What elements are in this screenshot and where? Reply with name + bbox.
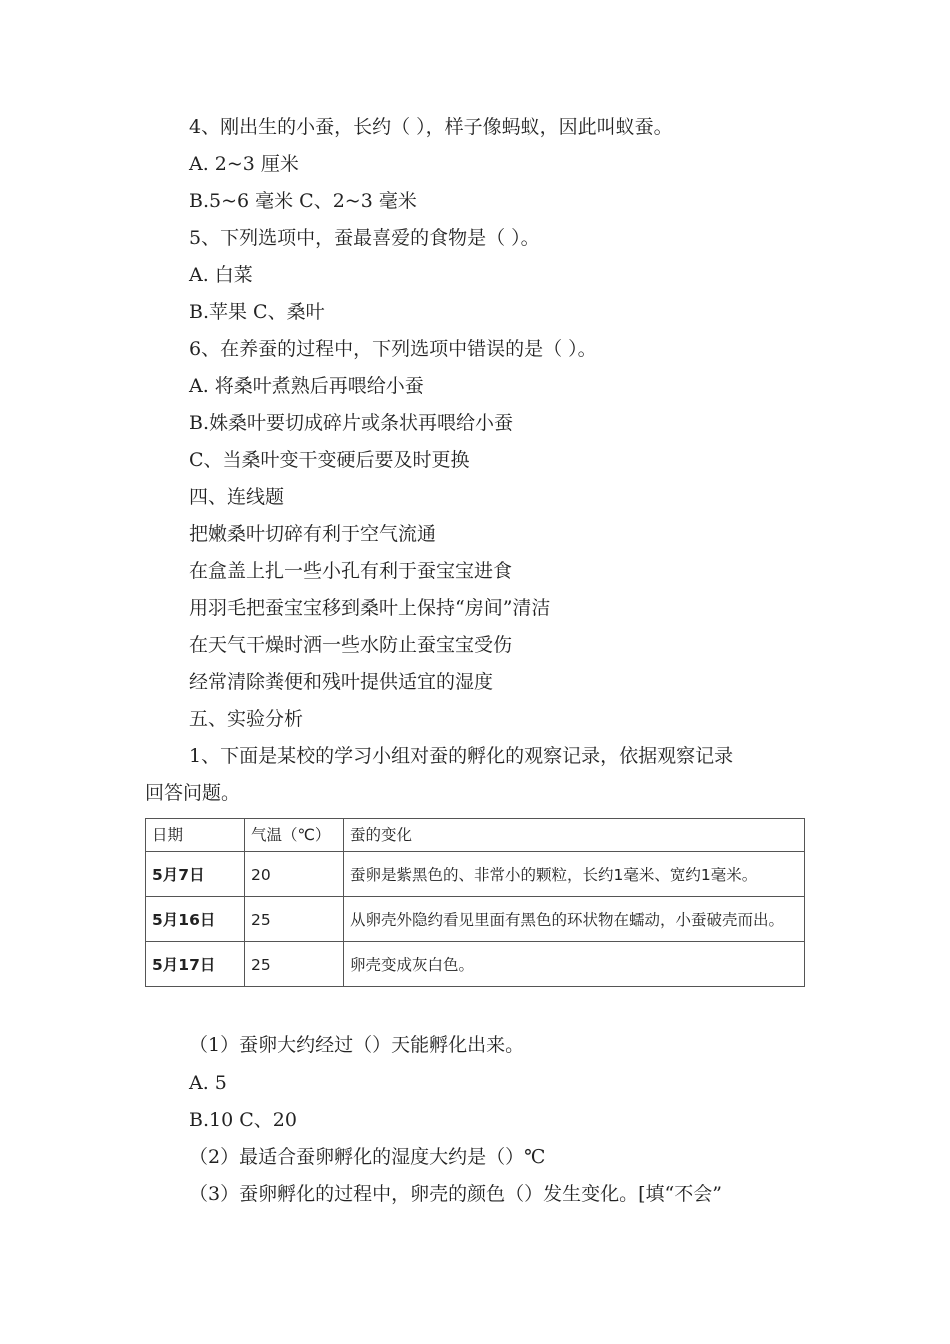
matching-item-5: 经常清除粪便和残叶提供适宜的湿度 [189,671,494,693]
section-5-heading: 五、实验分析 [189,708,304,730]
experiment-1-prompt-cont: 回答问题。 [145,782,241,804]
experiment-1-prompt: 1、下面是某校的学习小组对蚕的孵化的观察记录，依据观察记录 [189,745,734,767]
cell-date: 5月7日 [146,852,245,897]
sub-question-1-option-a: A. 5 [189,1072,227,1094]
matching-item-3: 用羽毛把蚕宝宝移到桑叶上保持“房间”清洁 [189,597,551,619]
matching-item-2: 在盒盖上扎一些小孔有利于蚕宝宝进食 [189,560,513,582]
table-header-row [146,819,805,852]
sub-question-1: （1）蚕卵大约经过（）天能孵化出来。 [189,1034,525,1056]
observation-table [145,818,805,987]
header-date: 日期 [146,819,245,852]
cell-change: 卵壳变成灰白色。 [344,942,805,987]
question-4-options-bc: B.5~6 毫米 C、2~3 毫米 [189,190,417,212]
matching-item-1: 把嫩桑叶切碎有利于空气流通 [189,523,437,545]
sub-question-1-options-bc: B.10 C、20 [189,1109,297,1131]
question-6-option-c: C、当桑叶变干变硬后要及时更换 [189,449,470,471]
question-5-options-bc: B.苹果 C、桑叶 [189,301,325,323]
question-4: 4、刚出生的小蚕，长约（ ），样子像蚂蚁，因此叫蚁蚕。 [189,116,673,138]
header-temperature: 气温（℃） [245,819,344,852]
cell-change: 蚕卵是紫黑色的、非常小的颗粒，长约1毫米、宽约1毫米。 [344,852,805,897]
cell-date: 5月16日 [146,897,245,942]
question-6: 6、在养蚕的过程中，下列选项中错误的是（ ）。 [189,338,597,360]
question-5-option-a: A. 白菜 [189,264,253,286]
cell-temperature: 25 [245,942,344,987]
section-4-heading: 四、连线题 [189,486,285,508]
table-row [146,942,805,987]
question-5: 5、下列选项中，蚕最喜爱的食物是（ ）。 [189,227,540,249]
question-6-option-b: B.姝桑叶要切成碎片或条状再喂给小蚕 [189,412,514,434]
sub-question-3: （3）蚕卵孵化的过程中，卵壳的颜色（）发生变化。[填“不会” [189,1183,722,1205]
table-row [146,897,805,942]
table-row [146,852,805,897]
question-6-option-a: A. 将桑叶煮熟后再喂给小蚕 [189,375,424,397]
header-change: 蚕的变化 [344,819,805,852]
cell-temperature: 25 [245,897,344,942]
matching-item-4: 在天气干燥时洒一些水防止蚕宝宝受伤 [189,634,513,656]
cell-date: 5月17日 [146,942,245,987]
cell-temperature: 20 [245,852,344,897]
cell-change: 从卵壳外隐约看见里面有黑色的环状物在蠕动，小蚕破壳而出。 [344,897,805,942]
sub-question-2: （2）最适合蚕卵孵化的湿度大约是（）℃ [189,1146,546,1168]
question-4-option-a: A. 2~3 厘米 [189,153,299,175]
